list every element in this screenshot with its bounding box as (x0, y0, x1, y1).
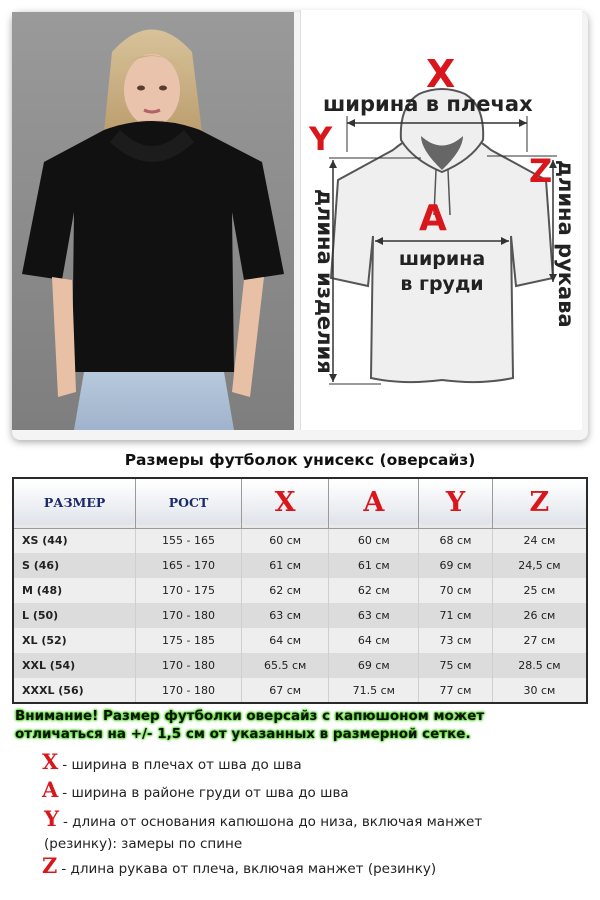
value-cell: 24 см (492, 528, 587, 553)
value-cell: 64 см (241, 628, 329, 653)
x-letter: X (426, 52, 456, 96)
table-row (13, 653, 587, 678)
table-row (13, 578, 587, 603)
model-photo (12, 12, 294, 430)
value-cell: 63 см (329, 603, 419, 628)
value-cell: 60 см (241, 528, 329, 553)
value-cell: 75 см (419, 653, 493, 678)
value-cell: 62 см (241, 578, 329, 603)
value-cell: 69 см (419, 553, 493, 578)
legend (42, 749, 587, 884)
value-cell: 170 - 180 (136, 603, 242, 628)
value-cell: 155 - 165 (136, 528, 242, 553)
z-label: длина рукава (554, 160, 578, 328)
size-cell: XXXL (56) (13, 678, 136, 703)
table-title: Размеры футболок унисекс (оверсайз) (124, 451, 476, 469)
table-row (13, 678, 587, 703)
a-label-line2: в груди (400, 273, 484, 295)
value-cell: 67 см (241, 678, 329, 703)
y-label: длина изделия (313, 189, 337, 374)
value-cell: 26 см (492, 603, 587, 628)
value-cell: 62 см (329, 578, 419, 603)
legend-letter-z: Z (42, 853, 58, 878)
legend-text-z: - длина рукава от плеча, включая манжет (резинку) (61, 861, 437, 877)
table-row (13, 628, 587, 653)
value-cell: 25 см (492, 578, 587, 603)
value-cell: 27 см (492, 628, 587, 653)
header-a: A (329, 478, 419, 528)
table-row (13, 528, 587, 553)
value-cell: 170 - 180 (136, 678, 242, 703)
value-cell: 69 см (329, 653, 419, 678)
x-label: ширина в плечах (323, 92, 533, 116)
size-cell: L (50) (13, 603, 136, 628)
legend-item-z (42, 853, 587, 884)
value-cell: 175 - 185 (136, 628, 242, 653)
measurement-diagram (300, 10, 582, 430)
legend-item-a (42, 777, 587, 808)
size-cell: S (46) (13, 553, 136, 578)
value-cell: 28.5 см (492, 653, 587, 678)
header-y: Y (419, 478, 493, 528)
value-cell: 77 см (419, 678, 493, 703)
value-cell: 165 - 170 (136, 553, 242, 578)
warning-line1: Внимание! Размер футболки оверсайз с капюшоном может (15, 708, 485, 724)
size-table (12, 477, 588, 704)
value-cell: 68 см (419, 528, 493, 553)
table-body (13, 528, 587, 703)
size-cell: M (48) (13, 578, 136, 603)
value-cell: 61 см (241, 553, 329, 578)
value-cell: 71.5 см (329, 678, 419, 703)
size-cell: XL (52) (13, 628, 136, 653)
y-letter: Y (309, 120, 333, 158)
header-z: Z (492, 478, 587, 528)
value-cell: 64 см (329, 628, 419, 653)
size-cell: XS (44) (13, 528, 136, 553)
value-cell: 73 см (419, 628, 493, 653)
legend-text-y: - длина от основания капюшона до низа, включая манжет (резинку): замеры по спине (44, 814, 483, 852)
value-cell: 170 - 180 (136, 653, 242, 678)
legend-text-x: - ширина в плечах от шва до шва (62, 757, 302, 773)
z-letter: Z (529, 152, 553, 190)
value-cell: 24,5 см (492, 553, 587, 578)
header-height: РОСТ (136, 478, 242, 528)
a-letter: A (419, 198, 447, 239)
value-cell: 61 см (329, 553, 419, 578)
value-cell: 70 см (419, 578, 493, 603)
value-cell: 170 - 175 (136, 578, 242, 603)
legend-letter-y: Y (44, 806, 59, 831)
value-cell: 30 см (492, 678, 587, 703)
table-row (13, 553, 587, 578)
size-cell: XXL (54) (13, 653, 136, 678)
legend-item-y (44, 808, 549, 856)
header-size: РАЗМЕР (13, 478, 136, 528)
warning-note (15, 707, 590, 743)
legend-letter-a: A (42, 777, 59, 802)
legend-letter-x: X (42, 749, 59, 774)
value-cell: 71 см (419, 603, 493, 628)
table-row (13, 603, 587, 628)
header-x: X (241, 478, 329, 528)
value-cell: 60 см (329, 528, 419, 553)
model-illustration (12, 12, 294, 430)
table-header-row (13, 478, 587, 528)
a-label-line1: ширина (398, 248, 486, 270)
legend-item-x (42, 749, 587, 780)
legend-text-a: - ширина в районе груди от шва до шва (62, 785, 349, 801)
value-cell: 65.5 см (241, 653, 329, 678)
value-cell: 63 см (241, 603, 329, 628)
warning-line2: отличаться на +/- 1,5 см от указанных в размерной сетке. (15, 726, 471, 742)
